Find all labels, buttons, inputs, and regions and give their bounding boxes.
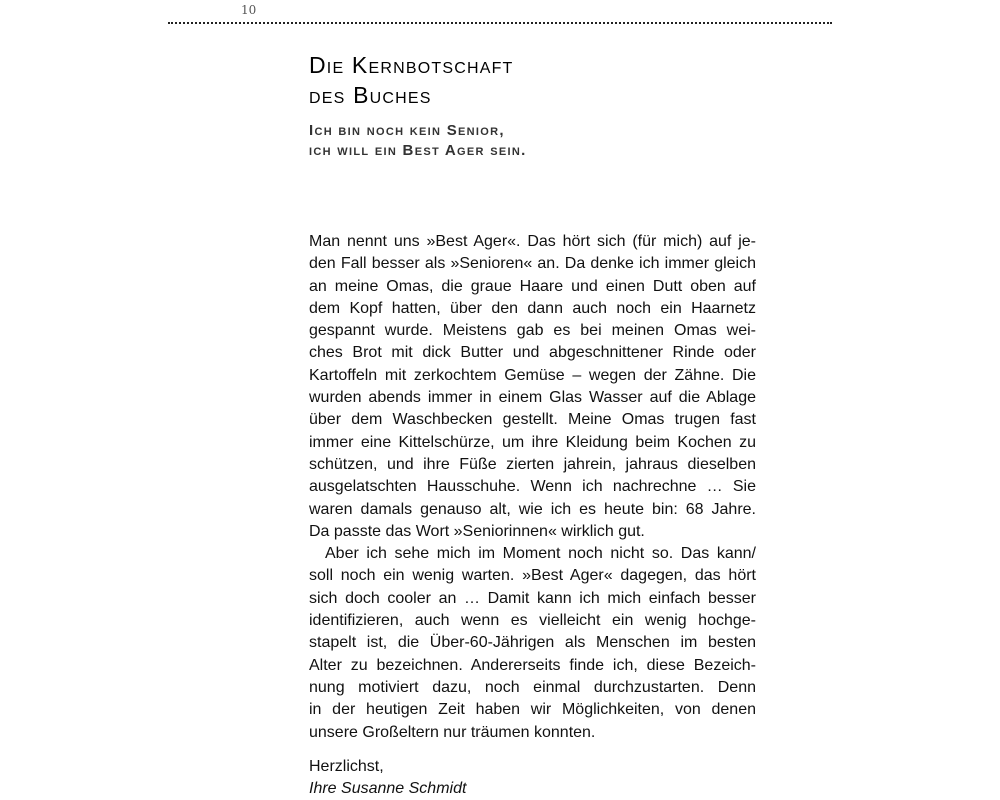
page-number: 10	[241, 3, 257, 17]
signature-name: Ihre Susanne Schmidt	[309, 780, 467, 797]
text-line: immer eine Kittelschürze, um ihre Kleidung beim Kochen zu	[309, 433, 756, 451]
chapter-subtitle	[309, 121, 527, 161]
text-line: unsere Großeltern nur träumen konnten.	[309, 723, 596, 741]
subtitle-line-1: Ich bin noch kein Senior,	[309, 122, 505, 139]
subtitle-line-2: ich will ein Best Ager sein.	[309, 142, 527, 159]
text-line: nung motiviert dazu, noch einmal durchzustarten. Denn	[309, 678, 756, 696]
paragraph-1	[309, 231, 756, 543]
signature-block	[309, 756, 466, 800]
text-line: in der heutigen Zeit haben wir Möglichkeiten, von denen	[309, 701, 756, 719]
chapter-title-line-2: des Buches	[309, 82, 432, 108]
signature-greeting: Herzlichst,	[309, 758, 384, 775]
text-line: Man nennt uns »Best Ager«. Das hört sich (für mich) auf je-	[309, 233, 756, 250]
text-line: waren damals genauso alt, wie ich es heute bin: 68 Jahre.	[309, 500, 756, 518]
text-line: sich doch cooler an … Damit kann ich mich einfach besser	[309, 589, 756, 607]
text-line: den Fall besser als »Senioren« an. Da denke ich immer gleich	[309, 255, 756, 273]
chapter-title-line-1: Die Kernbotschaft	[309, 52, 514, 78]
text-line: Da passte das Wort »Seniorinnen« wirklich gut.	[309, 522, 645, 540]
text-line: ausgelatschten Hausschuhe. Wenn ich nachrechne … Sie	[309, 478, 756, 496]
header-dotted-rule	[168, 22, 832, 24]
text-line: dem Kopf hatten, über den dann auch noch ein Haarnetz	[309, 299, 756, 317]
chapter-title	[309, 50, 514, 110]
text-line: soll noch ein wenig warten. »Best Ager« dagegen, das hört	[309, 567, 756, 585]
text-line: stapelt ist, die Über-60-Jährigen als Menschen im besten	[309, 634, 756, 652]
text-line: über dem Waschbecken gestellt. Meine Omas trugen fast	[309, 411, 756, 429]
text-line: ches Brot mit dick Butter und abgeschnittener Rinde oder	[309, 344, 756, 362]
text-line: Kartoffeln mit zerkochtem Gemüse – wegen der Zähne. Die	[309, 366, 756, 384]
paragraph-2	[309, 543, 756, 744]
body-text	[309, 231, 756, 744]
text-line: Alter zu bezeichnen. Andererseits finde ich, diese Bezeich-	[309, 656, 756, 674]
text-line: identifizieren, auch wenn es vielleicht ein wenig hochge-	[309, 612, 756, 630]
text-line: an meine Omas, die graue Haare und einen Dutt oben auf	[309, 277, 756, 295]
text-line: schützen, und ihre Füße zierten jahrein, jahraus dieselben	[309, 455, 756, 473]
text-line: gespannt wurde. Meistens gab es bei meinen Omas wei-	[309, 322, 756, 340]
text-line: Aber ich sehe mich im Moment noch nicht so. Das kann/	[325, 545, 756, 563]
text-line: wurden abends immer in einem Glas Wasser auf die Ablage	[309, 389, 756, 407]
